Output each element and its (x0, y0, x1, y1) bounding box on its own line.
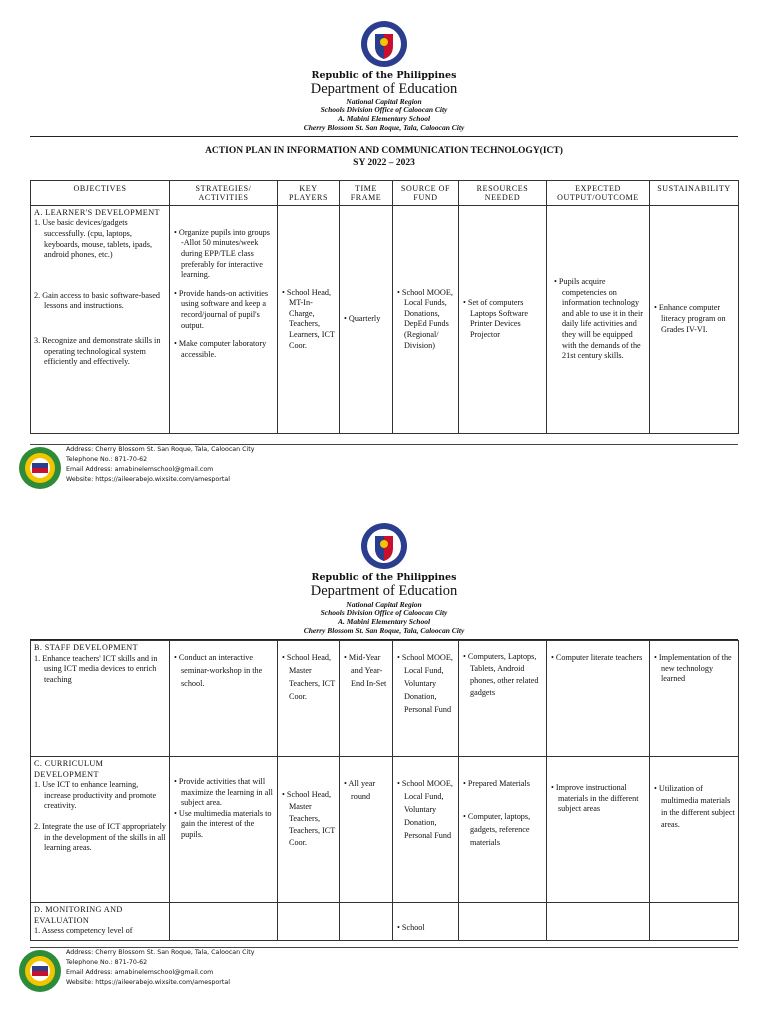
footer-address: Address: Cherry Blossom St. San Roque, Tala, Caloocan City (66, 446, 255, 453)
resources-text: Computers, Laptops, Tablets, Android phones, other related gadgets (467, 652, 539, 697)
time-frame-text: Mid-Year and Year-End In-Set (348, 653, 387, 688)
objective-item: 1. Enhance teachers' ICT skills and in using ICT media devices to enrich teaching (34, 653, 158, 684)
footer-contact (66, 445, 255, 485)
header-divider (30, 136, 738, 137)
key-players-text: School Head, Master Teachers, Teachers, ICT Coor. (286, 790, 336, 847)
key-players-cell: • School Head, Master Teachers, Teachers, ICT Coor. (278, 757, 340, 903)
strategy-item: Conduct an interactive seminar-workshop in the school. (178, 653, 263, 688)
key-players-cell: • School Head, MT-In-Charge, Teachers, Learners, ICT Coor. (278, 205, 340, 433)
objective-item: 2. Gain access to basic software-based lessons and instructions. (34, 290, 160, 311)
objectives-cell (31, 205, 170, 433)
col-source-of-fund: SOURCE OF FUND (393, 181, 459, 206)
time-frame-cell: • Quarterly (340, 205, 393, 433)
strategies-cell: • Conduct an interactive seminar-workshop in the school. (170, 641, 278, 757)
expected-output-cell: • Computer literate teachers (547, 641, 650, 757)
section-heading: D. MONITORING AND EVALUATION (34, 905, 123, 925)
col-objectives: OBJECTIVES (31, 181, 170, 206)
footer-website: Website: https://aileerabejo.wixsite.com/amesportal (66, 979, 230, 986)
time-frame-text: Quarterly (348, 314, 381, 324)
source-of-fund-cell: • School (393, 903, 459, 941)
source-of-fund-cell: • School MOOE, Local Funds, Donations, DepEd Funds (Regional/ Division) (393, 205, 459, 433)
resource-item: • Computer, laptops, gadgets, reference materials (463, 812, 531, 847)
school-line: A. Mabini Elementary School (337, 617, 431, 626)
strategies-cell (170, 903, 278, 941)
section-heading: C. CURRICULUM DEVELOPMENT (34, 759, 104, 779)
table-row (31, 205, 739, 433)
footer-address: Address: Cherry Blossom St. San Roque, Tala, Caloocan City (66, 949, 255, 956)
col-key-players: KEY PLAYERS (278, 181, 340, 206)
footer-telephone: Telephone No.: 871-70-62 (66, 456, 148, 463)
address-line: Cherry Blossom St. San Roque, Tala, Caloocan City (303, 626, 465, 635)
resources-cell (459, 757, 547, 903)
strategy-item: • Provide hands-on activities using software and keep a record/journal of pupil's output. (174, 288, 269, 330)
resources-cell: • Computers, Laptops, Tablets, Android phones, other related gadgets (459, 641, 547, 757)
footer-contact (66, 948, 255, 988)
expected-output-text: Improve instructional materials in the different subject areas (555, 783, 639, 814)
source-of-fund-cell: • School MOOE, Local Fund, Voluntary Donation, Personal Fund (393, 641, 459, 757)
republic-heading: Republic of the Philippines (311, 70, 457, 81)
sustainability-text: Enhance computer literacy program on Grades IV-VI. (658, 303, 726, 334)
school-logo-icon (18, 446, 62, 490)
sustainability-cell: • Utilization of multimedia materials in the different subject areas. (650, 757, 739, 903)
source-of-fund-text: School MOOE, Local Fund, Voluntary Donation, Personal Fund (401, 653, 453, 714)
footer-website: Website: https://aileerabejo.wixsite.com/amesportal (66, 476, 230, 483)
region-line: National Capital Region (346, 600, 422, 609)
expected-output-text: Computer literate teachers (555, 653, 643, 662)
strategy-item: • Provide activities that will maximize the learning in all subject area. (174, 777, 273, 808)
resources-text: Set of computers Laptops Software Printer Devices Projector (467, 298, 528, 339)
deped-seal-icon (360, 522, 408, 570)
strategies-cell (170, 205, 278, 433)
objective-item: 1. Assess competency level of (34, 926, 133, 936)
address-line: Cherry Blossom St. San Roque, Tala, Caloocan City (303, 123, 465, 132)
time-frame-cell: • All year round (340, 757, 393, 903)
strategy-item: • Use multimedia materials to gain the interest of the pupils. (174, 808, 272, 839)
department-heading: Department of Education (310, 583, 458, 599)
expected-output-cell: • Pupils acquire competencies on information technology and able to use it in their daily life activities and they will be equipped with the demands of the 21st century skills. (547, 205, 650, 433)
section-heading: B. STAFF DEVELOPMENT (34, 643, 139, 652)
footer-email: Email Address: amabinelemschool@gmail.com (66, 969, 214, 976)
key-players-cell: • School Head, Master Teachers, ICT Coor. (278, 641, 340, 757)
table-header-row (31, 181, 739, 206)
key-players-text: School Head, MT-In-Charge, Teachers, Learners, ICT Coor. (286, 287, 335, 350)
resources-cell (459, 903, 547, 941)
footer-telephone: Telephone No.: 871-70-62 (66, 959, 148, 966)
strategy-item: • Make computer laboratory accessible. (174, 339, 267, 359)
republic-heading: Republic of the Philippines (311, 572, 457, 583)
objective-item: 1. Use basic devices/gadgets successfully. (cpu, laptops, keyboards, mouse, tablets, ipads, android phones, etc.) (34, 218, 153, 260)
plan-school-year: SY 2022 – 2023 (353, 158, 415, 168)
time-frame-text: All year round (348, 779, 376, 801)
source-of-fund-cell: • School MOOE, Local Fund, Voluntary Donation, Personal Fund (393, 757, 459, 903)
table-row (31, 757, 739, 903)
expected-output-cell (547, 903, 650, 941)
strategy-item: • Organize pupils into groups -Allot 50 minutes/week during EPP/TLE class preferably for interactive learning. (174, 227, 270, 280)
sustainability-cell: • Enhance computer literacy program on Grades IV-VI. (650, 205, 739, 433)
plan-title: ACTION PLAN IN INFORMATION AND COMMUNICATION TECHNOLOGY(ICT) (205, 146, 563, 156)
sustainability-text: Utilization of multimedia materials in the different subject areas. (658, 784, 735, 829)
time-frame-cell (340, 903, 393, 941)
col-time-frame: TIME FRAME (340, 181, 393, 206)
deped-seal-icon (360, 20, 408, 68)
objectives-cell (31, 641, 170, 757)
objectives-cell (31, 757, 170, 903)
school-logo-icon (18, 949, 62, 993)
source-of-fund-text: School MOOE, Local Funds, Donations, DepEd Funds (Regional/ Division) (401, 287, 453, 350)
expected-output-text: Pupils acquire competencies on information technology and able to use it in their daily life activities and they will be equipped with the demands of the 21st century skills. (558, 276, 643, 361)
table-row (31, 903, 739, 941)
objective-item: 2. Integrate the use of ICT appropriately in the development of the skills in all learning areas. (34, 821, 166, 853)
action-plan-table-page2 (30, 640, 739, 941)
sustainability-cell: • Implementation of the new technology learned (650, 641, 739, 757)
expected-output-cell: • Improve instructional materials in the different subject areas (547, 757, 650, 903)
objectives-cell (31, 903, 170, 941)
sustainability-text: Implementation of the new technology learned (658, 653, 732, 684)
footer-email: Email Address: amabinelemschool@gmail.com (66, 466, 214, 473)
table-row (31, 641, 739, 757)
col-expected-output: EXPECTED OUTPUT/OUTCOME (547, 181, 650, 206)
source-of-fund-text: School MOOE, Local Fund, Voluntary Donation, Personal Fund (401, 779, 453, 840)
objective-item: 3. Recognize and demonstrate skills in operating technological system efficiently and effectively. (34, 335, 161, 367)
sustainability-cell (650, 903, 739, 941)
division-line: Schools Division Office of Caloocan City (320, 105, 448, 114)
division-line: Schools Division Office of Caloocan City (320, 608, 448, 617)
col-resources: RESOURCES NEEDED (459, 181, 547, 206)
region-line: National Capital Region (346, 97, 422, 106)
section-heading: A. LEARNER'S DEVELOPMENT (34, 207, 160, 217)
source-of-fund-text: School (401, 923, 425, 932)
objective-item: 1. Use ICT to enhance learning, increase productivity and promote creativity. (34, 780, 157, 811)
department-heading: Department of Education (310, 81, 458, 97)
action-plan-table-page1 (30, 180, 739, 434)
school-line: A. Mabini Elementary School (337, 114, 431, 123)
resources-cell: • Set of computers Laptops Software Printer Devices Projector (459, 205, 547, 433)
resource-item: • Prepared Materials (463, 779, 530, 788)
col-sustainability: SUSTAINABILITY (650, 181, 739, 206)
strategies-cell (170, 757, 278, 903)
time-frame-cell: • Mid-Year and Year-End In-Set (340, 641, 393, 757)
col-strategies: STRATEGIES/ ACTIVITIES (170, 181, 278, 206)
key-players-cell (278, 903, 340, 941)
key-players-text: School Head, Master Teachers, ICT Coor. (286, 653, 336, 701)
